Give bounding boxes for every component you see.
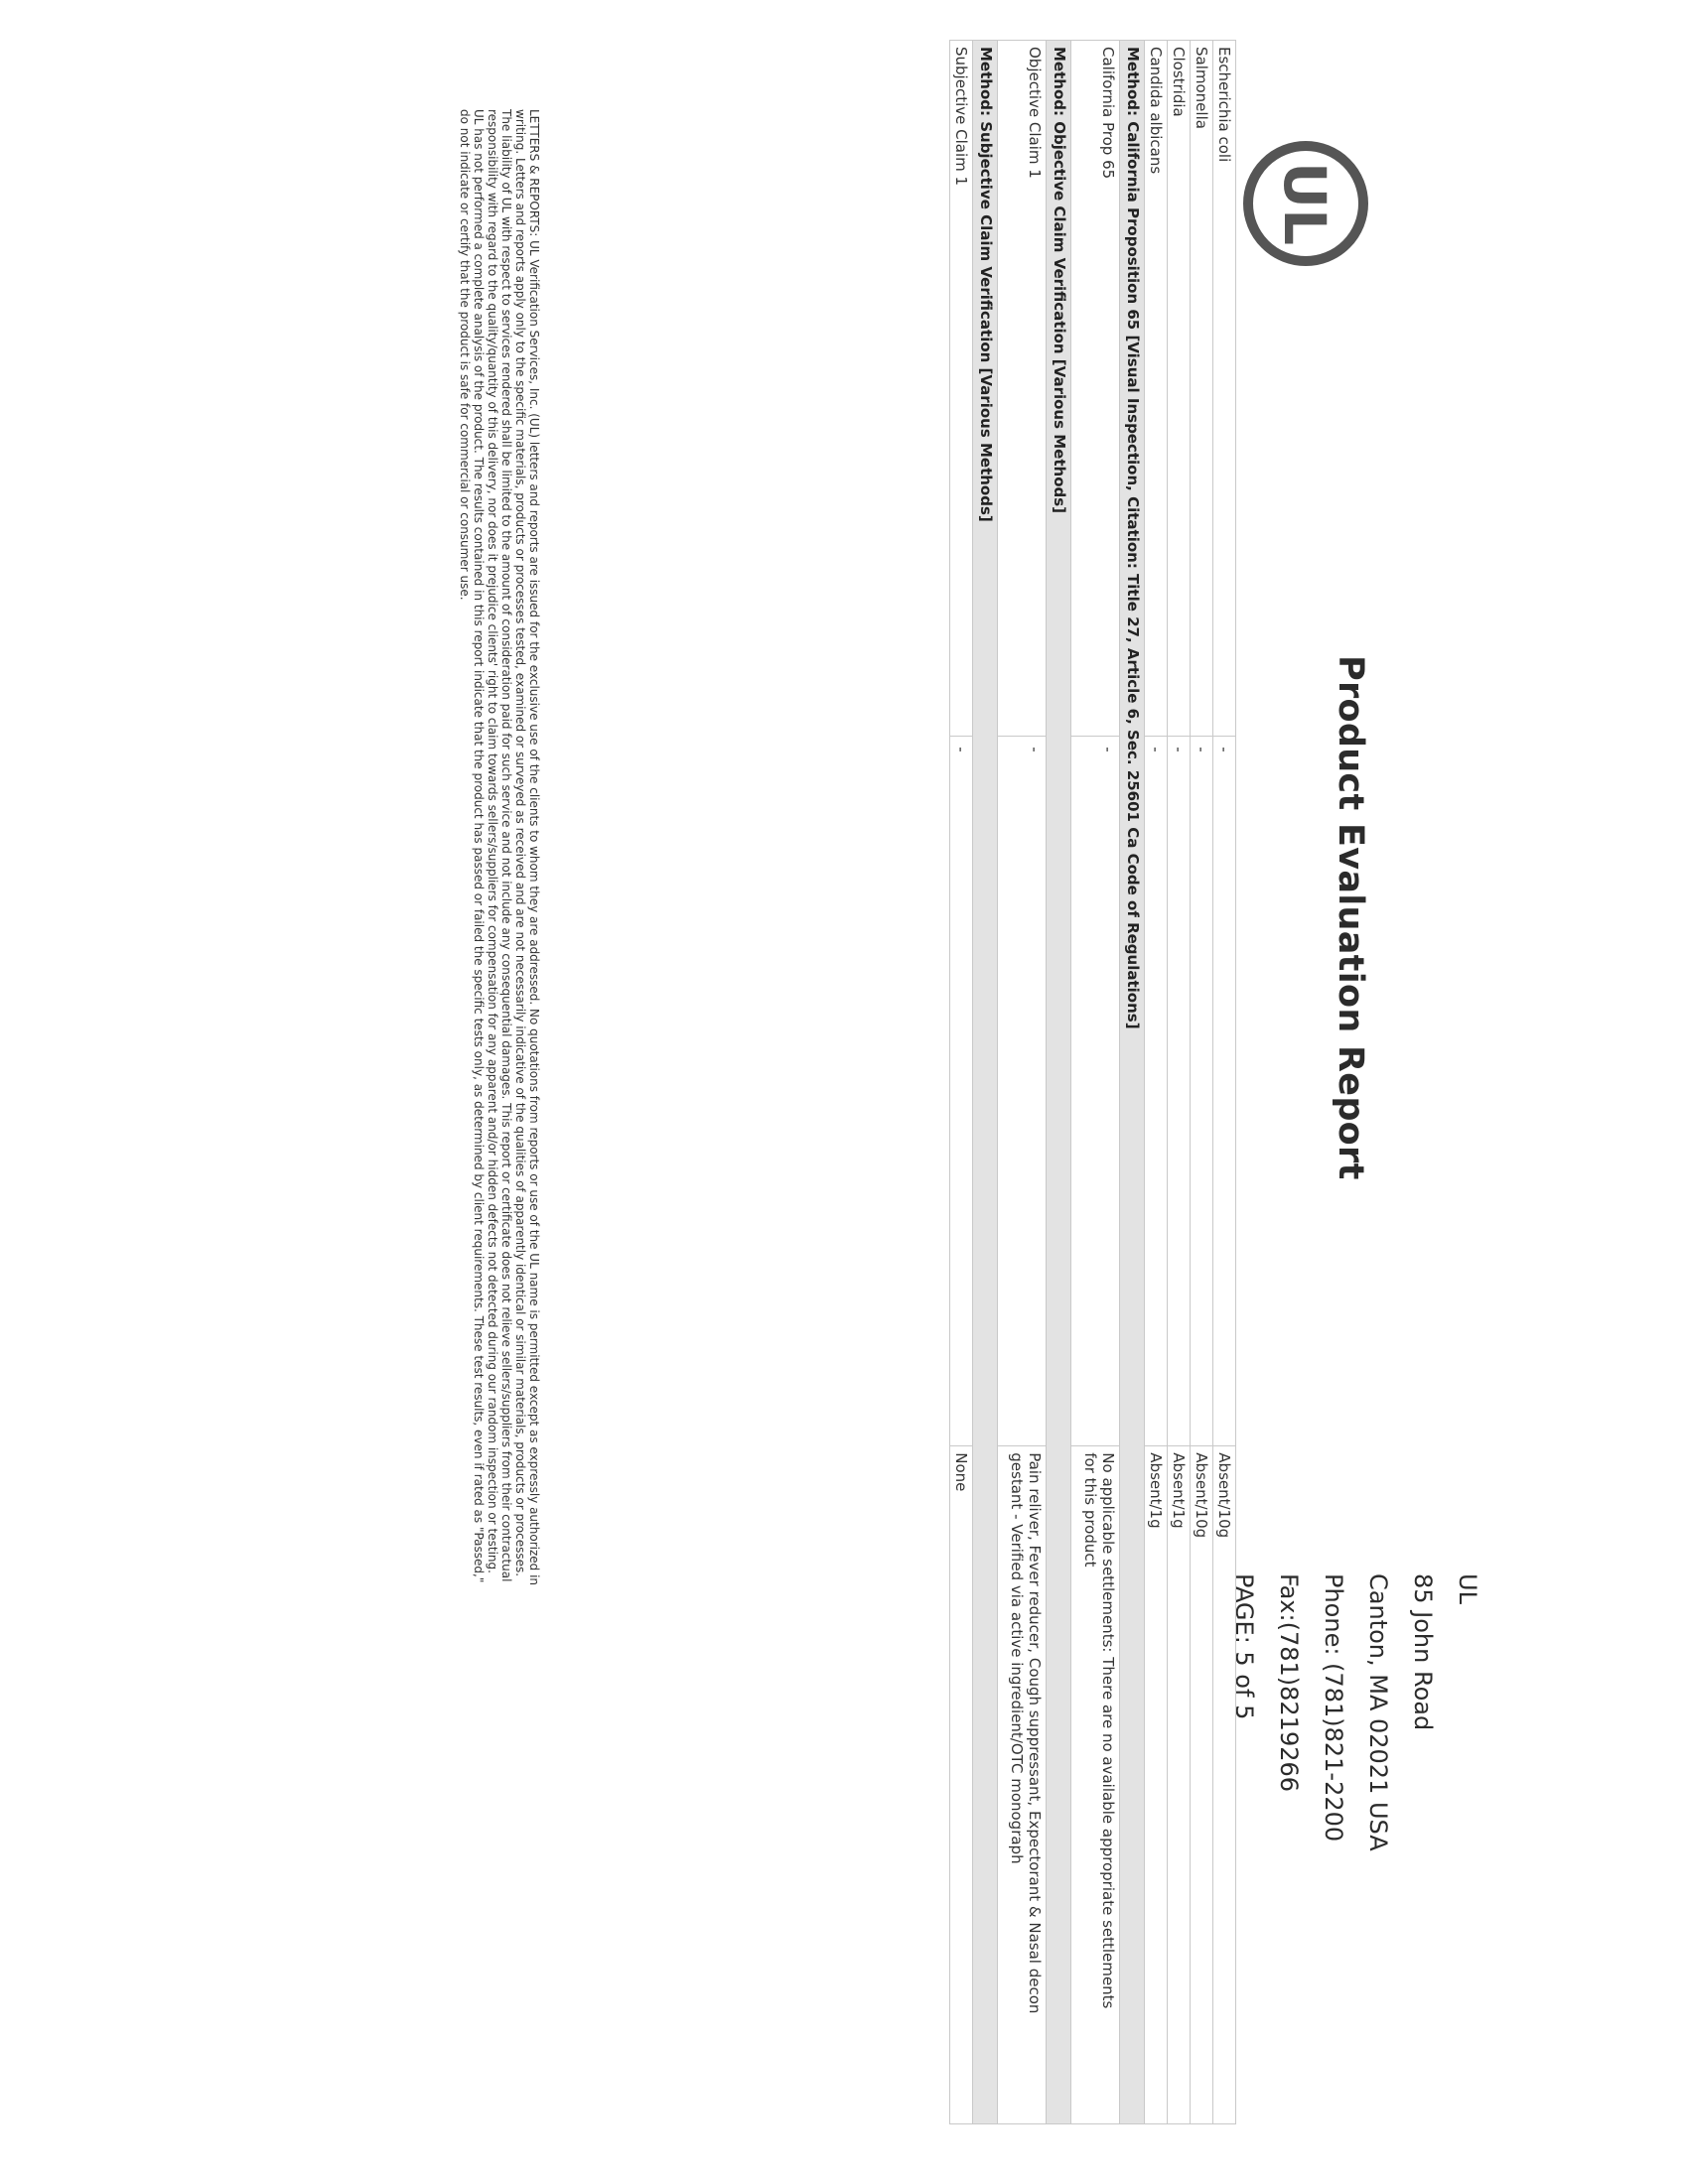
table-row bbox=[1071, 41, 1120, 2124]
table-row bbox=[1213, 41, 1236, 2124]
result-line: No applicable settlements: There are no available appropriate settlements bbox=[1099, 1452, 1117, 2009]
test-name: Objective Claim 1 bbox=[998, 41, 1047, 737]
test-value: - bbox=[1191, 737, 1213, 1446]
report-title: Product Evaluation Report bbox=[1331, 655, 1370, 1180]
disclaimer-line: The liability of UL with respect to services rendered shall be limited to the amount of consideration paid for such service and not include any consequential damages. This report or certificate does not relieve sellers/suppliers from their contractual bbox=[499, 109, 513, 1582]
test-value: - bbox=[998, 737, 1047, 1446]
test-result: Absent/10g bbox=[1191, 1446, 1213, 2124]
address-city: Canton, MA 02021 USA bbox=[1364, 1573, 1392, 1851]
table-row bbox=[998, 41, 1047, 2124]
test-result: None bbox=[950, 1446, 973, 2124]
result-line: for this product bbox=[1081, 1452, 1099, 1568]
method-prop65-heading: Method: California Proposition 65 [Visual Inspection, Citation: Title 27, Article 6, Sec. 25601 Ca Code of Regulations] bbox=[1120, 41, 1145, 2124]
address-fax: Fax:(781)8219266 bbox=[1275, 1573, 1303, 1793]
address-company: UL bbox=[1454, 1573, 1481, 1604]
table-row bbox=[1191, 41, 1213, 2124]
test-value: - bbox=[950, 737, 973, 1446]
test-result: Absent/10g bbox=[1213, 1446, 1236, 2124]
test-name: Subjective Claim 1 bbox=[950, 41, 973, 737]
result-line: Pain reliver, Fever reducer, Cough suppressant, Expectorant & Nasal decon bbox=[1026, 1452, 1044, 2014]
test-result bbox=[998, 1446, 1047, 2124]
disclaimer-line: do not indicate or certify that the product is safe for commercial or consumer use. bbox=[458, 109, 472, 601]
address-block bbox=[1221, 1573, 1489, 1851]
disclaimer-line: responsibility with regard to the quality/quantity of this delivery, nor does it prejudice clients' right to claim towards sellers/suppliers for compensation for any apparent and/or hidden defects not detected during our random inspection or testing. bbox=[486, 109, 499, 1573]
test-name: Candida albicans bbox=[1145, 41, 1168, 737]
test-name: Escherichia coli bbox=[1213, 41, 1236, 737]
page-number: PAGE: 5 of 5 bbox=[1230, 1573, 1258, 1720]
test-value: - bbox=[1213, 737, 1236, 1446]
test-value: - bbox=[1071, 737, 1120, 1446]
table-row bbox=[950, 41, 973, 2124]
method-header-row bbox=[1120, 41, 1145, 2124]
test-result: Absent/1g bbox=[1168, 1446, 1191, 2124]
test-name: Clostridia bbox=[1168, 41, 1191, 737]
address-phone: Phone: (781)821-2200 bbox=[1320, 1573, 1347, 1843]
test-result bbox=[1071, 1446, 1120, 2124]
ul-logo-text: UL bbox=[1271, 161, 1338, 246]
test-name: Salmonella bbox=[1191, 41, 1213, 737]
test-name: California Prop 65 bbox=[1071, 41, 1120, 737]
table-row bbox=[1145, 41, 1168, 2124]
method-objective-heading: Method: Objective Claim Verification [Various Methods] bbox=[1047, 41, 1071, 2124]
table-row bbox=[1168, 41, 1191, 2124]
evaluation-table bbox=[949, 40, 1236, 2124]
result-line: gestant - Verified via active ingredient/OTC monograph bbox=[1008, 1452, 1026, 1864]
test-value: - bbox=[1145, 737, 1168, 1446]
test-result: Absent/1g bbox=[1145, 1446, 1168, 2124]
disclaimer-line: UL has not performed a complete analysis of the product. The results contained in this report indicate that the product has passed or failed the specific tests only, as determined by client requirements. These test results, even if rated as "Passed," bbox=[472, 109, 486, 1583]
disclaimer bbox=[458, 109, 541, 2115]
test-value: - bbox=[1168, 737, 1191, 1446]
address-street: 85 John Road bbox=[1409, 1573, 1437, 1731]
method-header-row bbox=[1047, 41, 1071, 2124]
method-header-row bbox=[973, 41, 998, 2124]
ul-logo bbox=[1241, 139, 1370, 268]
method-subjective-heading: Method: Subjective Claim Verification [Various Methods] bbox=[973, 41, 998, 2124]
disclaimer-line: writing. Letters and reports apply only to the specific materials, products or processes tested, examined or surveyed as received and are not necessarily indicative of the qualities of apparently identical or similar materials, products or processes. bbox=[513, 109, 527, 1577]
disclaimer-line: LETTERS & REPORTS: UL Verification Services, Inc. (UL) letters and reports are issued for the exclusive use of the clients to whom they are addressed. No quotations from reports or use of the UL name is permitted except as expressly authorized in bbox=[527, 109, 541, 1586]
